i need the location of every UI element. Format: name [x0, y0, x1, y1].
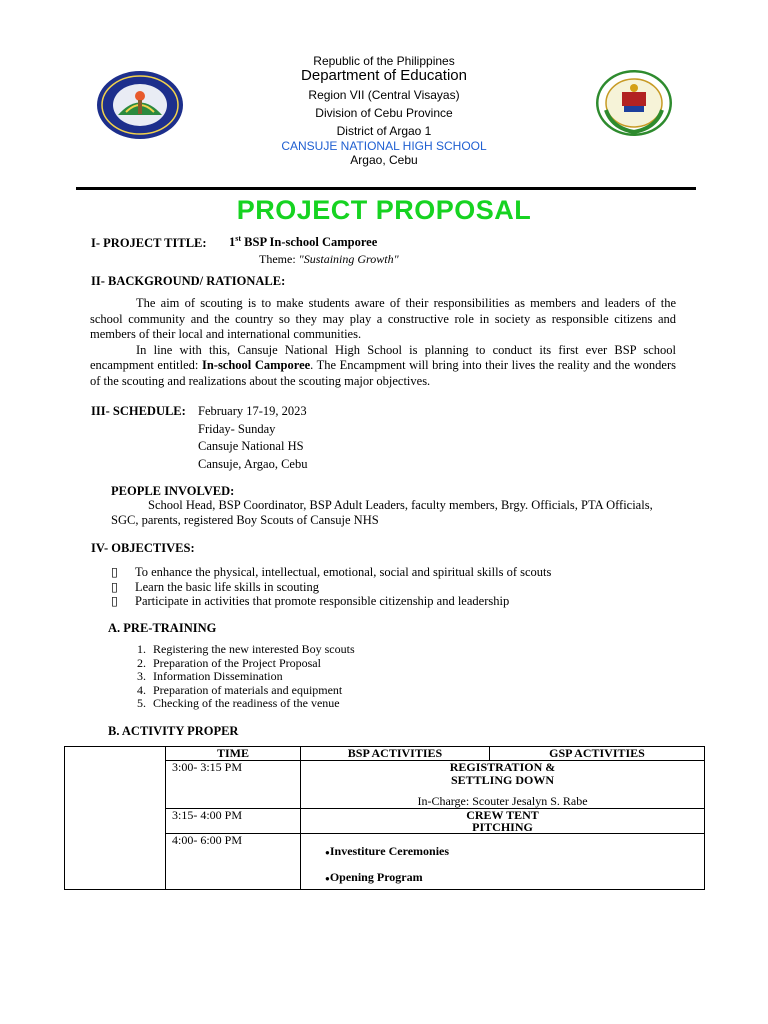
people-text: School Head, BSP Coordinator, BSP Adult Leaders, faculty members, Brgy. Officials, PTA Officials, SGC, parents, registered Boy Scouts of Cansuje NHS — [111, 498, 653, 527]
division-line: Division of Cebu Province — [315, 106, 453, 120]
republic-line: Republic of the Philippines — [313, 54, 455, 68]
col-gsp-header: GSP ACTIVITIES — [490, 747, 705, 761]
project-title-value: 1st BSP In-school Camporee — [229, 234, 378, 250]
bullet-icon: ▯ — [111, 565, 118, 579]
schedule-place: Cansuje, Argao, Cebu — [198, 456, 308, 471]
bullet-icon: ▯ — [111, 594, 118, 608]
list-item: 4. Preparation of materials and equipment — [137, 682, 343, 697]
pretraining-list — [137, 643, 355, 711]
list-item: 2. Preparation of the Project Proposal — [137, 655, 321, 670]
row-time: 4:00- 6:00 PM — [166, 834, 301, 890]
table-row — [65, 761, 705, 809]
list-item: 5. Checking of the readiness of the venue — [137, 696, 340, 711]
pretraining-heading: A. PRE-TRAINING — [108, 621, 217, 635]
objective-item: ▯ To enhance the physical, intellectual, emotional, social and spiritual skills of scouts — [111, 565, 552, 579]
list-item: 1. Registering the new interested Boy scouts — [137, 642, 355, 656]
activity-heading: B. ACTIVITY PROPER — [108, 724, 239, 738]
background-paragraph-1: The aim of scouting is to make students aware of their responsibilities as members and leaders of the school community and the country so they may play a constructive role in society as responsible citizens and members of their local and international communities. — [90, 296, 676, 341]
department-line: Department of Education — [301, 67, 467, 84]
project-theme: Theme: "Sustaining Growth" — [259, 252, 399, 266]
activity-title-line: PITCHING — [472, 820, 533, 834]
bullet-icon: ▯ — [111, 579, 118, 594]
activity-bullet-item: ●Investiture Ceremonies — [325, 844, 450, 858]
activity-incharge: In-Charge: Scouter Jesalyn S. Rabe — [417, 794, 588, 808]
people-heading: PEOPLE INVOLVED: — [111, 484, 235, 498]
background-heading: II- BACKGROUND/ RATIONALE: — [91, 274, 286, 288]
objective-item: ▯ Learn the basic life skills in scouting — [111, 579, 319, 594]
bullet-dot-icon: ● — [325, 848, 330, 857]
project-title-label: I- PROJECT TITLE: — [91, 236, 207, 250]
schedule-heading: III- SCHEDULE: — [91, 404, 186, 418]
activity-table — [64, 746, 705, 890]
objectives-heading: IV- OBJECTIVES: — [91, 541, 195, 555]
col-time-header: TIME — [166, 747, 301, 761]
col-bsp-header: BSP ACTIVITIES — [301, 747, 490, 761]
background-body — [90, 296, 676, 389]
list-item: 3. Information Dissemination — [137, 669, 283, 684]
activity-title-line: CREW TENT — [466, 808, 539, 822]
activity-title-line: SETTLING DOWN — [450, 773, 555, 787]
header-divider — [76, 187, 696, 190]
background-paragraph-2: In line with this, Cansuje National High School is planning to conduct its first ever BSP school encampment entitled: In-school Camporee. The Encampment will bring into their lives the reality and the wonders of the scouting and realizations about the scouting major objectives. — [90, 342, 676, 388]
row-time: 3:15- 4:00 PM — [166, 809, 301, 834]
schedule-days: Friday- Sunday — [198, 421, 276, 436]
district-line: District of Argao 1 — [336, 124, 432, 138]
location-line: Argao, Cebu — [350, 153, 418, 167]
bullet-dot-icon: ● — [325, 874, 330, 883]
school-name-line: CANSUJE NATIONAL HIGH SCHOOL — [281, 139, 487, 153]
schedule-date: February 17-19, 2023 — [198, 404, 307, 418]
row-time: 3:00- 3:15 PM — [166, 761, 301, 809]
schedule-details — [198, 403, 307, 473]
objective-item: ▯ Participate in activities that promote responsible citizenship and leadership — [111, 594, 510, 608]
region-line: Region VII (Central Visayas) — [308, 88, 460, 102]
activity-bullet-item: ●Opening Program — [325, 870, 423, 884]
objectives-list — [111, 565, 551, 609]
activity-title-line: REGISTRATION & — [449, 760, 556, 774]
schedule-venue: Cansuje National HS — [198, 439, 304, 453]
page-title: PROJECT PROPOSAL — [236, 195, 532, 225]
table-header-row — [65, 747, 705, 761]
